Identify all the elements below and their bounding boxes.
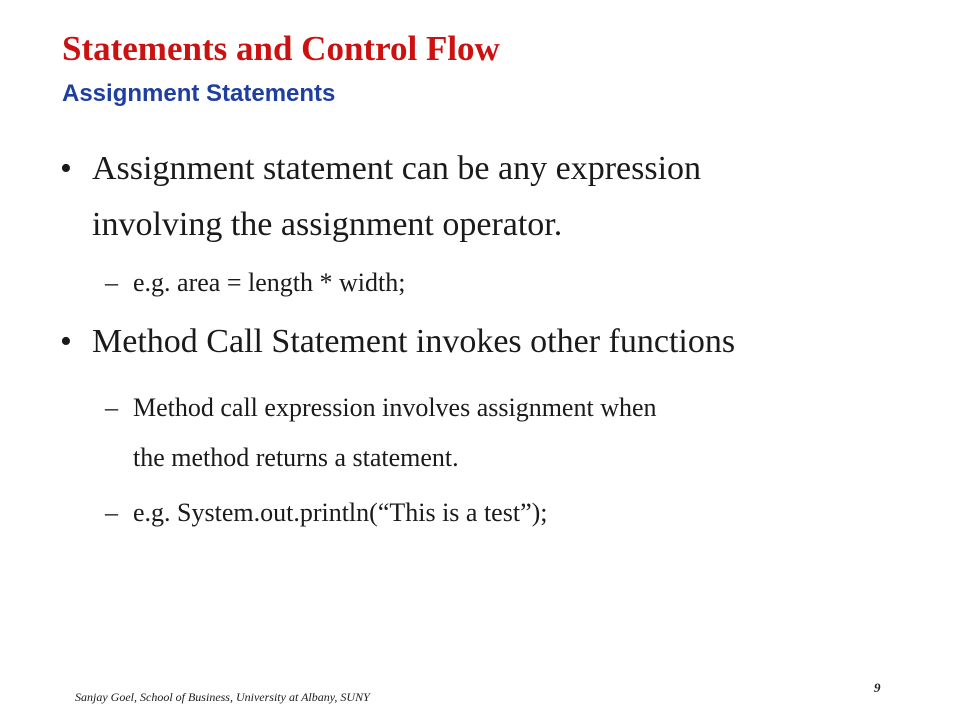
sub-bullet-text (133, 258, 405, 308)
sub-bullet-text-line: e.g. System.out.println(“This is a test”); (133, 498, 548, 527)
slide-title: Statements and Control Flow (62, 29, 500, 68)
bullet-text-line: Assignment statement can be any expression (92, 150, 702, 187)
footer-attribution: Sanjay Goel, School of Business, University at Albany, SUNY (75, 690, 370, 704)
bullet-marker: • (60, 150, 72, 187)
sub-bullet-marker: – (105, 498, 118, 527)
sub-bullet-text-line: the method returns a statement. (133, 443, 459, 472)
sub-bullet-item (105, 488, 905, 538)
sub-bullet-marker: – (105, 268, 118, 297)
sub-bullet-text-line: Method call expression involves assignment when (133, 393, 657, 422)
sub-bullet-text-line: e.g. area = length * width; (133, 268, 406, 297)
sub-bullet-marker: – (105, 393, 118, 422)
sub-bullet-item (105, 258, 905, 308)
page-number: 9 (874, 680, 881, 695)
bullet-text-line: involving the assignment operator. (92, 206, 563, 243)
bullet-marker: • (60, 323, 72, 360)
bullet-text-line: Method Call Statement invokes other functions (92, 323, 736, 360)
bullet-text (92, 314, 735, 370)
sub-bullet-text (133, 383, 657, 483)
bullet-text (92, 141, 701, 253)
slide-subtitle: Assignment Statements (62, 80, 336, 107)
sub-bullet-text (133, 488, 548, 538)
bullet-item (60, 314, 920, 370)
bullet-item (60, 141, 920, 253)
sub-bullet-item (105, 383, 905, 483)
